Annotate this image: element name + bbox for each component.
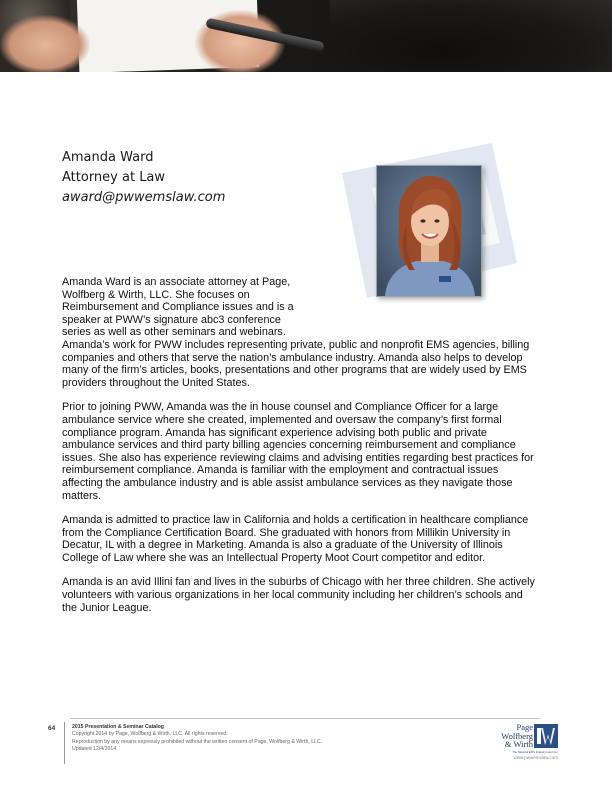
firm-logo-words bbox=[492, 723, 533, 749]
footer-divider bbox=[70, 718, 540, 719]
bio-paragraph-4: Amanda is an avid Illini fan and lives in the suburbs of Chicago with her three children. She actively volunteers with various organizations in her local community including her children’s schools and the Junior League. bbox=[62, 576, 535, 614]
bio-line: series as well as other seminars and webinars. bbox=[62, 326, 286, 339]
attorney-header bbox=[62, 148, 225, 208]
firm-logo-mark bbox=[534, 724, 558, 748]
pww-monogram-icon bbox=[534, 724, 558, 748]
attorney-email[interactable]: award@pwwemslaw.com bbox=[62, 190, 226, 205]
attorney-name: Amanda Ward bbox=[62, 150, 154, 165]
header-chair bbox=[330, 0, 612, 72]
logo-word-wolfberg: Wolfberg bbox=[501, 730, 533, 741]
updated-line: Updated 12/4/2014 bbox=[72, 746, 117, 753]
header-hand-left bbox=[0, 15, 90, 72]
logo-word-wirth: & Wirth bbox=[504, 739, 533, 750]
firm-logo bbox=[492, 723, 562, 765]
copyright-line: Copyright 2014 by Page, Wolfberg & Wirth, LLC. All rights reserved. bbox=[72, 731, 228, 738]
catalog-title: 2015 Presentation & Seminar Catalog bbox=[72, 724, 164, 730]
footer-vertical-rule bbox=[64, 722, 65, 764]
bio-paragraph-3: Amanda is admitted to practice law in California and holds a certification in healthcare compliance from the Compliance Certification Board. She graduated with honors from Millikin University in Decatur, IL with a degree in Marketing. Amanda is also a graduate of the University of Illinois College of Law where she was an Intellectual Property Moot Court competitor and editor. bbox=[62, 514, 529, 564]
biography bbox=[62, 276, 540, 626]
header-photo-banner bbox=[0, 0, 612, 72]
bio-line: Wolfberg & Wirth, LLC. She focuses on bbox=[62, 288, 250, 301]
firm-tagline: The National EMS Industry Law Firm bbox=[512, 750, 558, 754]
bio-line: speaker at PWW’s signature abc3 conference bbox=[62, 313, 281, 326]
page-number: 64 bbox=[48, 725, 56, 732]
bio-line: Reimbursement and Compliance issues and is a bbox=[62, 301, 294, 314]
firm-url[interactable]: www.pwwemslaw.com bbox=[513, 755, 558, 760]
bio-paragraph-1 bbox=[62, 276, 540, 389]
reproduction-line: Reproduction by any means expressly prohibited without the written consent of Page, Wolfberg & Wirth, LLC. bbox=[72, 738, 323, 745]
bio-paragraph-2: Prior to joining PWW, Amanda was the in house counsel and Compliance Officer for a large ambulance service where she created, implemented and oversaw the company’s first formal compliance program. Amanda has significant experience advising both public and private ambulance services and third party billing agencies concerning reimbursement and compliance issues. She also has experience reviewing claims and advising entities regarding best practices for reimbursement compliance. Amanda is familiar with the employment and contractual issues affecting the ambulance industry and is able assist ambulance services as they navigate those matters. bbox=[62, 401, 534, 502]
bio-paragraph-1-rest: Amanda’s work for PWW includes representing private, public and nonprofit EMS agencies, billing companies and others that serve the nation’s ambulance industry. Amanda also helps to develop many of the firm’s articles, books, presentations and other programs that are widely used by EMS providers throughout the United States. bbox=[62, 338, 530, 389]
footer-text bbox=[72, 724, 322, 754]
bio-line: Amanda Ward is an associate attorney at Page, bbox=[62, 276, 291, 288]
logo-word-page: Page bbox=[516, 722, 533, 732]
attorney-title: Attorney at Law bbox=[62, 170, 166, 185]
